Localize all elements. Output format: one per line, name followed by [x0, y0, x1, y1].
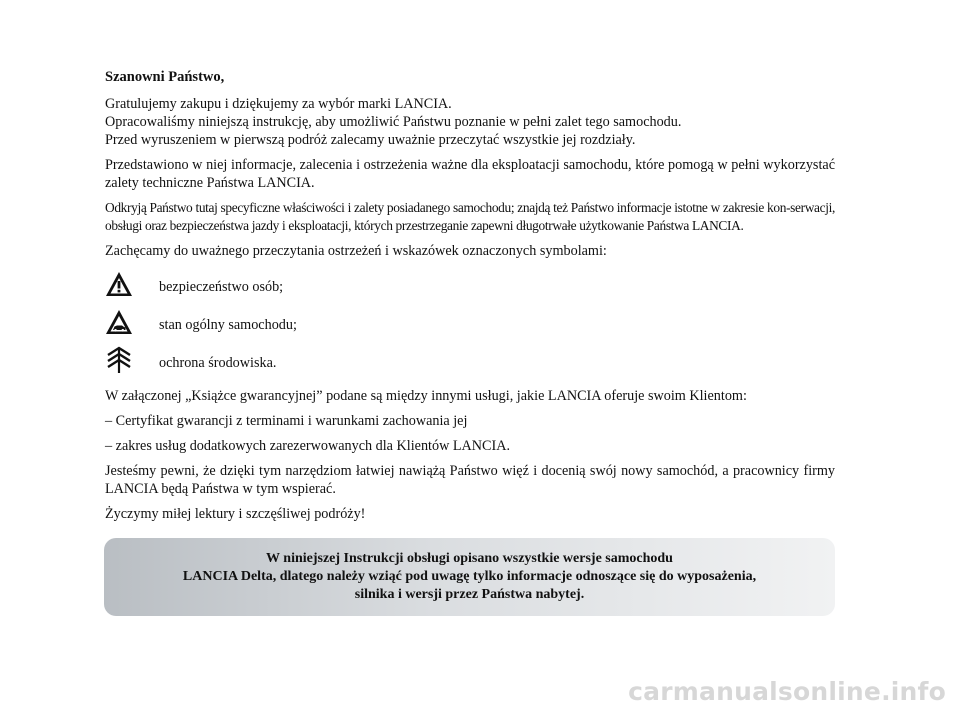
intro-line-1: Gratulujemy zakupu i dziękujemy za wybór marki LANCIA. [105, 96, 452, 112]
intro-line-3: Przed wyruszeniem w pierwszą podróż zalecamy uważnie przeczytać wszystkie jej rozdziały. [105, 132, 636, 148]
info-paragraph: Przedstawiono w niej informacje, zalecenia i ostrzeżenia ważne dla eksploatacji samochodu, które pomogą w pełni wykorzystać zalety techniczne Państwa LANCIA. [105, 157, 835, 191]
symbol-row-car [105, 304, 835, 342]
intro-line-2: Opracowaliśmy niniejszą instrukcję, aby umożliwić Państwu poznanie w pełni zalet tego samochodu. [105, 114, 682, 130]
symbol-label-environment: ochrona środowiska. [159, 355, 277, 371]
symbol-row-safety [105, 266, 835, 304]
list-item-certificate: – Certyfikat gwarancji z terminami i warunkami zachowania jej [105, 413, 468, 429]
notice-text [104, 550, 835, 604]
closing-paragraph: Jesteśmy pewni, że dzięki tym narzędziom łatwiej nawiążą Państwo więź i docenią swój nowy samochód, a pracownicy firmy LANCIA będą Państwa w tym wspierać. [105, 463, 835, 497]
symbol-label-car: stan ogólny samochodu; [159, 317, 297, 333]
list-item-services: – zakres usług dodatkowych zarezerwowanych dla Klientów LANCIA. [105, 438, 511, 454]
notice-line-2: LANCIA Delta, dlatego należy wziąć pod uwagę tylko informacje odnoszące się do wyposażenia, [182, 569, 757, 584]
warning-triangle-icon [105, 270, 133, 298]
letter-content [105, 68, 835, 523]
symbol-label-safety: bezpieczeństwo osób; [159, 279, 284, 295]
environment-tree-icon [105, 346, 133, 374]
notice-line-1: W niniejszej Instrukcji obsługi opisano wszystkie wersje samochodu [266, 551, 673, 566]
car-warning-icon [105, 308, 133, 336]
symbols-intro: Zachęcamy do uważnego przeczytania ostrzeżeń i wskazówek oznaczonych symbolami: [105, 243, 607, 259]
versions-notice-box [104, 538, 835, 616]
watermark: carmanualsonline.info [628, 677, 946, 706]
wishes-line: Życzymy miłej lektury i szczęśliwej podróży! [105, 506, 366, 522]
greeting-heading: Szanowni Państwo, [105, 69, 225, 85]
warranty-intro: W załączonej „Książce gwarancyjnej” podane są między innymi usługi, jakie LANCIA oferuje swoim Klientom: [105, 388, 747, 404]
symbol-row-environment [105, 342, 835, 380]
notice-line-3: silnika i wersji przez Państwa nabytej. [354, 587, 585, 602]
discover-paragraph: Odkryją Państwo tutaj specyficzne właściwości i zalety posiadanego samochodu; znajdą też Państwo informacje istotne w zakresie kon-serwacji, obsługi oraz bezpieczeństwa jazdy i eksploatacji, których przestrzeganie zapewni długotrwałe użytkowanie Państwa LANCIA. [105, 200, 835, 233]
